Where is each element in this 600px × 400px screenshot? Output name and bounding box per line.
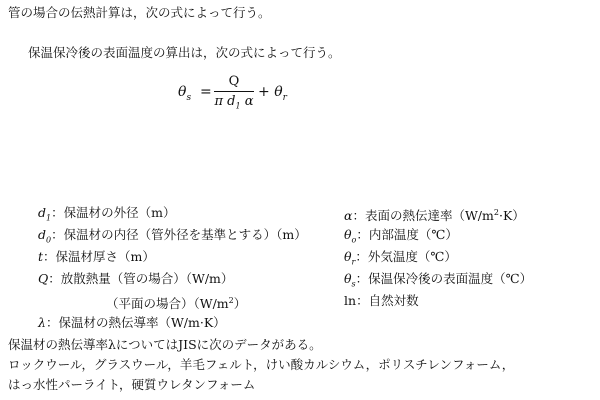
- subheading: 保温保冷後の表面温度の算出は，次の式によって行う。: [28, 45, 341, 60]
- definition-d0: $d_0$：保温材の内径（管外径を基準とする）（m）: [38, 227, 307, 245]
- footer-line-3: はっ水性パーライト，硬質ウレタンフォーム: [8, 377, 256, 392]
- footer-line-1: 保温材の熱伝導率λについてはJISに次のデータがある。: [8, 337, 322, 352]
- surface-temperature-formula: [178, 74, 288, 118]
- formula-numerator: Q: [228, 74, 240, 89]
- definition-theta-o: $\theta_o$：内部温度（℃）: [344, 227, 458, 245]
- formula-lhs: $\theta_s$: [178, 84, 192, 103]
- definition-theta-s: $\theta_s$：保温保冷後の表面温度（℃）: [344, 271, 533, 289]
- formula-rhs: + $\theta_r$: [258, 84, 287, 103]
- definition-t: t：保温材厚さ（m）: [38, 249, 155, 264]
- footer-line-2: ロックウール，グラスウール，羊毛フェルト，けい酸カルシウム，ポリスチレンフォーム，: [8, 357, 515, 372]
- definition-q: Q：放散熱量（管の場合）（W/m）: [38, 271, 234, 286]
- definition-d1: $d_1$：保温材の外径（m）: [38, 205, 176, 223]
- definition-theta-r: $\theta_r$：外気温度（℃）: [344, 249, 457, 267]
- fraction-bar: [214, 91, 254, 92]
- formula-fraction: [214, 74, 254, 115]
- intro-text: 管の場合の伝熱計算は，次の式によって行う。: [8, 5, 271, 20]
- definition-lambda: λ：保温材の熱伝導率（W/m·K）: [38, 315, 226, 330]
- formula-denominator: π $d_1$ α: [214, 94, 254, 111]
- definition-ln: ln：自然対数: [344, 293, 419, 308]
- formula-equals: =: [200, 84, 212, 100]
- definition-alpha: α：表面の熱伝達率$(W/m^2\cdot K)$: [344, 208, 525, 224]
- definition-q-plane: （平面の場合）$(W/m^2)$: [106, 296, 247, 312]
